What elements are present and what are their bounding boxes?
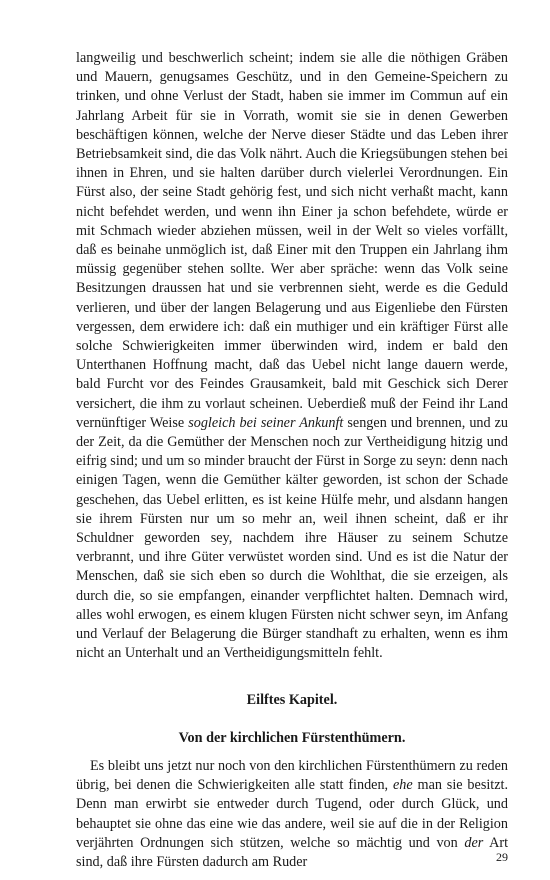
paragraph-text: Es bleibt uns jetzt nur noch von den kirchlichen Fürstenthümern zu reden übrig, bei denen die Schwierigkeiten alle statt finden, xyxy=(76,757,508,794)
page-number: 29 xyxy=(496,850,508,864)
chapter-heading: Eilftes Kapitel. xyxy=(246,691,338,708)
paragraph-text: Art sind, daß ihre Fürsten dadurch am Ruder xyxy=(76,834,509,870)
paragraph-text: sengen und brennen, und zu der Zeit, da die Gemüther der Menschen noch zur Vertheidigung hitzig und eifrig sind; und um so minder braucht der Fürst in Sorge zu seyn: denn nach einigen Tagen, wenn die Gemüther kälter geworden, ist schon der Schade geschehen, das Uebel erlitten, es ist keine Hülfe mehr, und alsdann hangen sie ihrem Fürsten nur um so mehr an, weil ihnen scheint, daß er ihr Schuldner geworden sey, nachdem ihre Häuser zu seinem Schutze verbrannt, und ihre Güter verwüstet worden sind. Und es ist die Natur der Menschen, daß sie sich eben so durch die Wohlthat, die sie erzeigen, als durch die, so sie empfangen, einander verpflichtet halten. Demnach wird, alles wohl erwogen, es einem klugen Fürsten nicht schwer seyn, im Anfang und Verlauf der Belagerung die Bürger standhaft zu erhalten, wenn es ihm nicht an Unterhalt und an Vertheidigungsmitteln fehlt. xyxy=(76,414,508,662)
book-page xyxy=(76,49,508,872)
emphasized-text: sogleich bei seiner Ankunft xyxy=(188,414,344,431)
body-paragraph xyxy=(76,49,508,664)
body-paragraph xyxy=(76,757,508,872)
emphasized-text: ehe xyxy=(392,777,413,794)
chapter-title: Von der kirchlichen Fürstenthümern. xyxy=(178,729,406,746)
paragraph-text: langweilig und beschwerlich scheint; indem sie alle die nöthigen Gräben und Mauern, genugsames Geschütz, und in den Gemeine-Speichern zu trinken, und ohne Verlust der Stadt, haben sie immer im Commun auf ein Jahrlang Arbeit für sie in Vorrath, womit sie sie in denen Gewerben beschäftigen können, welche der Nerve dieser Städte und das Leben ihrer Betriebsamkeit sind, die das Volk nährt. Auch die Kriegsübungen stehen bei ihnen in Ehren, und sie halten darüber durch vielerlei Verordnungen. Ein Fürst also, der seine Stadt gehörig fest, und sich nicht verhaßt macht, kann nicht befehdet werden, und wenn ihn Einer ja schon befehdete, würde er mit Schmach wieder abziehen müssen, weil in der Welt so vieles vorfällt, daß es beinahe unmöglich ist, daß Einer mit den Truppen ein Jahrlang ihm müssig gegenüber stehen sollte. Wer aber spräche: wenn das Volk seine Besitzungen draussen hat und sie verbrennen sieht, werde es die Geduld verlieren, und über der langen Belagerung und aus Eigenliebe den Fürsten vergessen, dem erwidere ich: daß ein muthiger und ein kräftiger Fürst alle solche Schwierigkeiten immer überwinden wird, indem er bald den Unterthanen Hoffnung macht, daß das Uebel nicht lange dauern werde, bald Furcht vor des Feindes Grausamkeit, bald mit Geschick sich Derer versichert, die ihm zu vorlaut scheinen. Ueberdieß muß der Feind ihr Land vernünftiger Weise xyxy=(76,50,508,431)
emphasized-text: der xyxy=(464,834,484,851)
paragraph-text: man sie besitzt. Denn man erwirbt sie entweder durch Tugend, oder durch Glück, und behauptet sie ohne das eine wie das andere, weil sie auf die in der Religion verjährten Ordnungen sich stützen, welche so mächtig und von xyxy=(76,777,509,851)
